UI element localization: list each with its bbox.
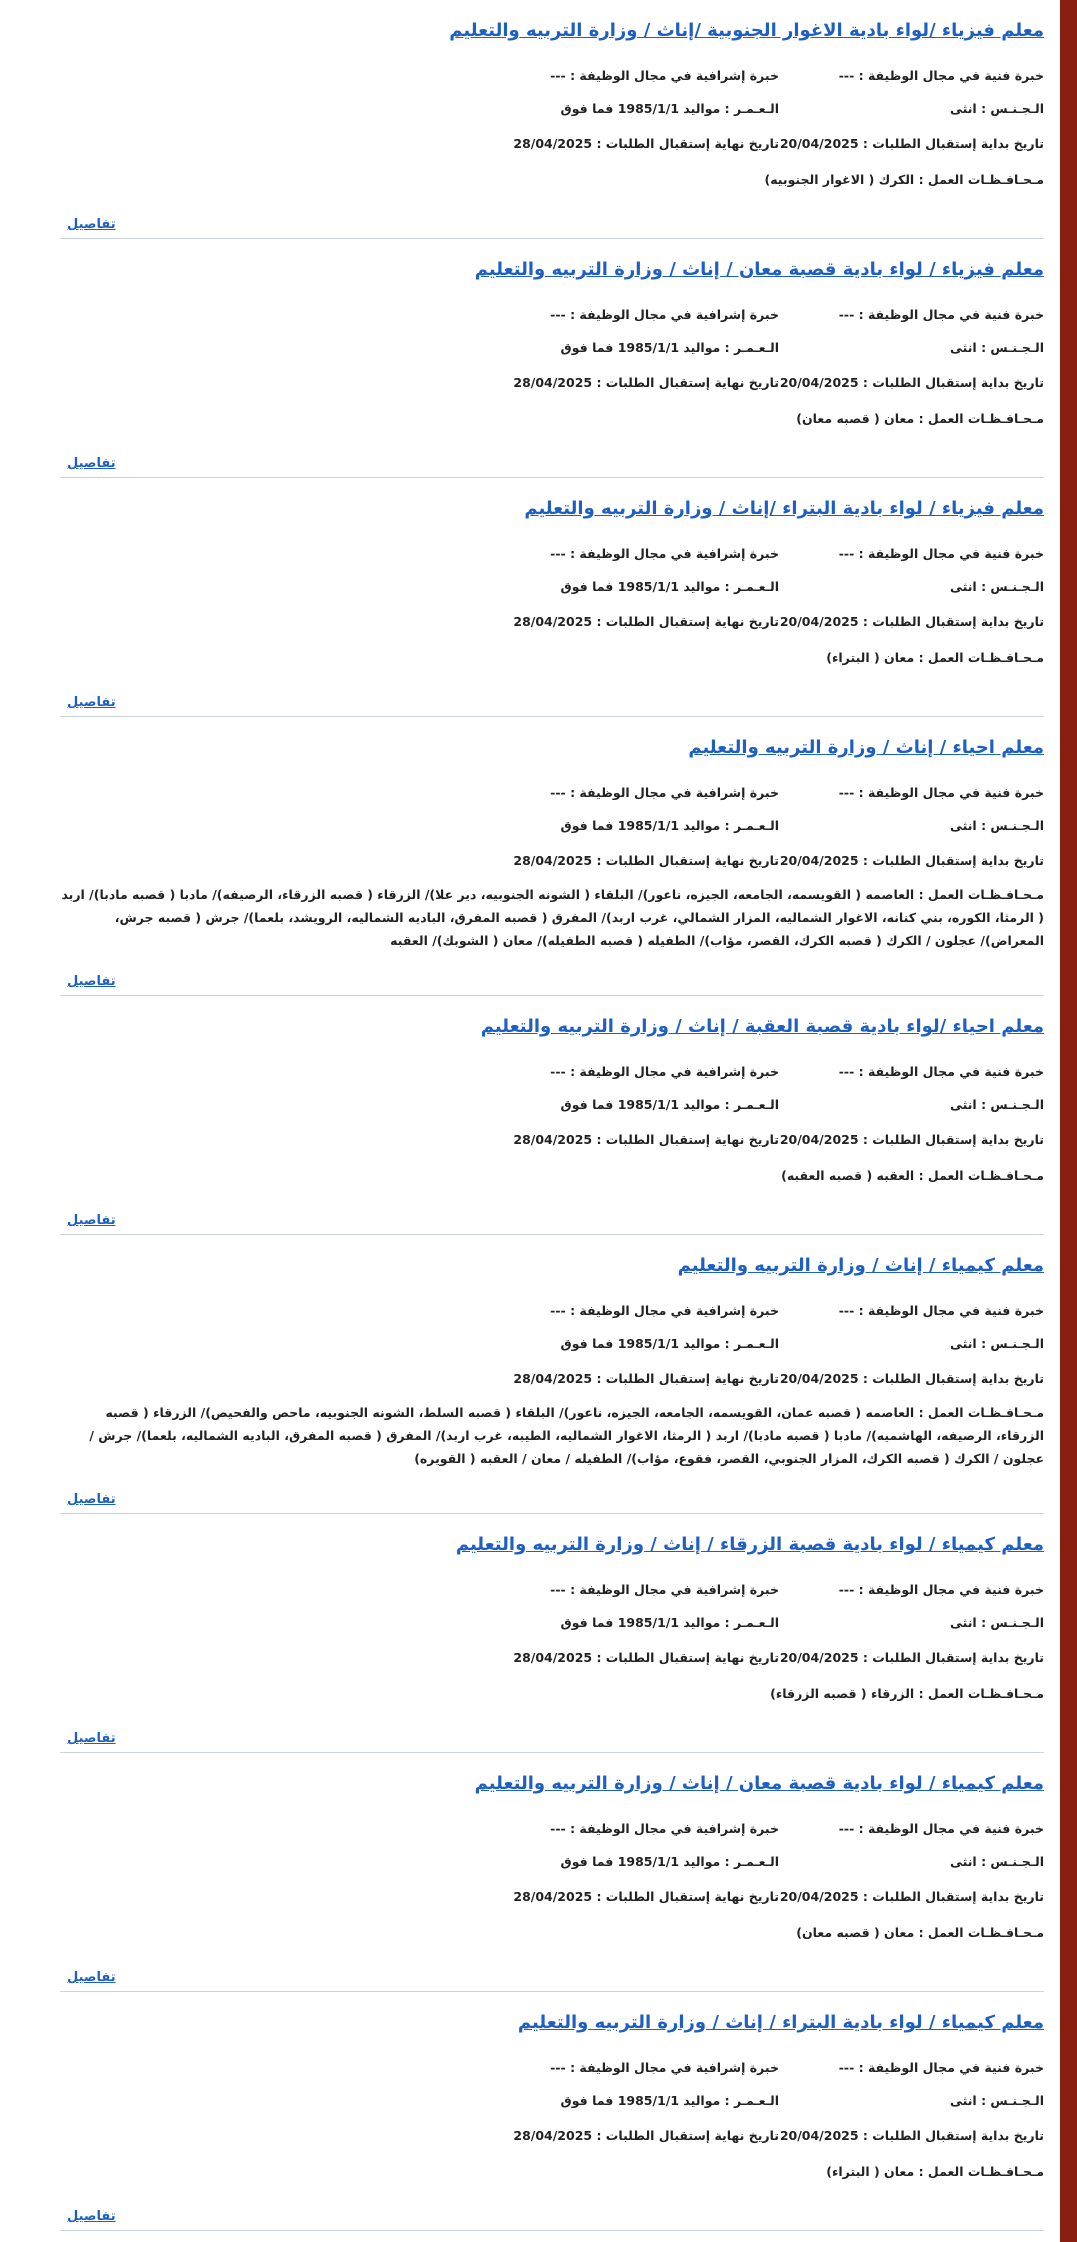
tech-experience: خبرة فنية في مجال الوظيفة : --- <box>838 307 1044 322</box>
end-date: تاريخ نهاية إستقبال الطلبات : 28/04/2025 <box>513 853 779 868</box>
end-date: تاريخ نهاية إستقبال الطلبات : 28/04/2025 <box>513 1889 779 1904</box>
age: الـعـمـر : مواليد 1985/1/1 فما فوق <box>560 1097 779 1112</box>
supervisory-experience: خبرة إشرافية في مجال الوظيفة : --- <box>550 785 779 800</box>
details-link[interactable]: تفاصيل <box>67 1731 116 1746</box>
job-title-link[interactable]: معلم كيمياء / إناث / وزارة التربيه والتعليم <box>677 1255 1044 1276</box>
end-date: تاريخ نهاية إستقبال الطلبات : 28/04/2025 <box>513 1650 779 1665</box>
tech-experience: خبرة فنية في مجال الوظيفة : --- <box>838 546 1044 561</box>
gender: الـجـنـس : انثى <box>949 1097 1044 1112</box>
job-title-link[interactable]: معلم كيمياء / لواء بادية قصبة الزرقاء / إناث / وزارة التربيه والتعليم <box>455 1534 1044 1555</box>
end-date: تاريخ نهاية إستقبال الطلبات : 28/04/2025 <box>513 1371 779 1386</box>
tech-experience: خبرة فنية في مجال الوظيفة : --- <box>838 1821 1044 1836</box>
job-card <box>60 239 1044 478</box>
details-link[interactable]: تفاصيل <box>67 217 116 232</box>
start-date: تاريخ بداية إستقبال الطلبات : 20/04/2025 <box>779 2128 1044 2143</box>
job-card <box>60 0 1044 239</box>
age: الـعـمـر : مواليد 1985/1/1 فما فوق <box>560 818 779 833</box>
start-date: تاريخ بداية إستقبال الطلبات : 20/04/2025 <box>779 1650 1044 1665</box>
job-card <box>60 996 1044 1235</box>
gender: الـجـنـس : انثى <box>949 818 1044 833</box>
supervisory-experience: خبرة إشرافية في مجال الوظيفة : --- <box>550 1064 779 1079</box>
job-title-link[interactable]: معلم فيزياء /لواء بادية الاغوار الجنوبية /إناث / وزارة التربيه والتعليم <box>449 20 1044 41</box>
supervisory-experience: خبرة إشرافية في مجال الوظيفة : --- <box>550 2060 779 2075</box>
gender: الـجـنـس : انثى <box>949 579 1044 594</box>
gender: الـجـنـس : انثى <box>949 1336 1044 1351</box>
details-link[interactable]: تفاصيل <box>67 695 116 710</box>
tech-experience: خبرة فنية في مجال الوظيفة : --- <box>838 68 1044 83</box>
work-governorates: مـحـافـظـات العمل : الزرقاء ( قصبه الزرقاء) <box>770 1686 1044 1701</box>
start-date: تاريخ بداية إستقبال الطلبات : 20/04/2025 <box>779 1889 1044 1904</box>
supervisory-experience: خبرة إشرافية في مجال الوظيفة : --- <box>550 546 779 561</box>
age: الـعـمـر : مواليد 1985/1/1 فما فوق <box>560 1615 779 1630</box>
job-card <box>60 1992 1044 2231</box>
job-title-link[interactable]: معلم احياء / إناث / وزارة التربيه والتعليم <box>688 737 1044 758</box>
supervisory-experience: خبرة إشرافية في مجال الوظيفة : --- <box>550 68 779 83</box>
supervisory-experience: خبرة إشرافية في مجال الوظيفة : --- <box>550 1582 779 1597</box>
end-date: تاريخ نهاية إستقبال الطلبات : 28/04/2025 <box>513 375 779 390</box>
end-date: تاريخ نهاية إستقبال الطلبات : 28/04/2025 <box>513 614 779 629</box>
left-margin <box>0 0 27 2242</box>
supervisory-experience: خبرة إشرافية في مجال الوظيفة : --- <box>550 1303 779 1318</box>
start-date: تاريخ بداية إستقبال الطلبات : 20/04/2025 <box>779 136 1044 151</box>
job-list <box>60 0 1044 2231</box>
tech-experience: خبرة فنية في مجال الوظيفة : --- <box>838 1064 1044 1079</box>
gender: الـجـنـس : انثى <box>949 101 1044 116</box>
gender: الـجـنـس : انثى <box>949 1854 1044 1869</box>
work-governorates: مـحـافـظـات العمل : معان ( قصبه معان) <box>796 411 1044 426</box>
age: الـعـمـر : مواليد 1985/1/1 فما فوق <box>560 1336 779 1351</box>
gender: الـجـنـس : انثى <box>949 340 1044 355</box>
start-date: تاريخ بداية إستقبال الطلبات : 20/04/2025 <box>779 1371 1044 1386</box>
work-governorates: مـحـافـظـات العمل : العاصمه ( القويسمه، الجامعه، الجيزه، ناعور)/ البلقاء ( الشونه الجنوبيه، دير علا)/ الزرقاء ( قصبه الزرقاء، الرصيفه)/ مادبا ( قصبه مادبا)/ اربد ( الرمثا، الكوره، بني كنانه، الاغوار الشماليه، المزار الشمالي، غرب اربد)/ المفرق ( قصبه المفرق، الباديه الشماليه، الرويشد، بلعما)/ جرش ( قصبه جرش، المعراض)/ عجلون / الكرك ( قصبه الكرك، القصر، مؤاب)/ الطفيله ( قصبه الطفيله)/ معان ( الشوبك)/ العقبه <box>61 887 1044 948</box>
work-governorates: مـحـافـظـات العمل : العقبه ( قصبه العقبه) <box>781 1168 1044 1183</box>
start-date: تاريخ بداية إستقبال الطلبات : 20/04/2025 <box>779 1132 1044 1147</box>
work-governorates: مـحـافـظـات العمل : معان ( قصبه معان) <box>796 1925 1044 1940</box>
job-title-link[interactable]: معلم كيمياء / لواء بادية البتراء / إناث / وزارة التربيه والتعليم <box>517 2012 1044 2033</box>
job-title-link[interactable]: معلم فيزياء / لواء بادية البتراء /إناث / وزارة التربيه والتعليم <box>524 498 1044 519</box>
work-governorates: مـحـافـظـات العمل : معان ( البتراء) <box>826 650 1044 665</box>
tech-experience: خبرة فنية في مجال الوظيفة : --- <box>838 1303 1044 1318</box>
age: الـعـمـر : مواليد 1985/1/1 فما فوق <box>560 101 779 116</box>
supervisory-experience: خبرة إشرافية في مجال الوظيفة : --- <box>550 307 779 322</box>
details-link[interactable]: تفاصيل <box>67 2209 116 2224</box>
end-date: تاريخ نهاية إستقبال الطلبات : 28/04/2025 <box>513 1132 779 1147</box>
age: الـعـمـر : مواليد 1985/1/1 فما فوق <box>560 579 779 594</box>
age: الـعـمـر : مواليد 1985/1/1 فما فوق <box>560 340 779 355</box>
start-date: تاريخ بداية إستقبال الطلبات : 20/04/2025 <box>779 853 1044 868</box>
job-card <box>60 1753 1044 1992</box>
details-link[interactable]: تفاصيل <box>67 1492 116 1507</box>
right-scroll-border <box>1060 0 1077 2242</box>
age: الـعـمـر : مواليد 1985/1/1 فما فوق <box>560 1854 779 1869</box>
job-title-link[interactable]: معلم فيزياء / لواء بادية قصبة معان / إناث / وزارة التربيه والتعليم <box>474 259 1044 280</box>
start-date: تاريخ بداية إستقبال الطلبات : 20/04/2025 <box>779 614 1044 629</box>
start-date: تاريخ بداية إستقبال الطلبات : 20/04/2025 <box>779 375 1044 390</box>
details-link[interactable]: تفاصيل <box>67 456 116 471</box>
details-link[interactable]: تفاصيل <box>67 1213 116 1228</box>
tech-experience: خبرة فنية في مجال الوظيفة : --- <box>838 785 1044 800</box>
details-link[interactable]: تفاصيل <box>67 974 116 989</box>
end-date: تاريخ نهاية إستقبال الطلبات : 28/04/2025 <box>513 136 779 151</box>
tech-experience: خبرة فنية في مجال الوظيفة : --- <box>838 1582 1044 1597</box>
job-card <box>60 1235 1044 1514</box>
tech-experience: خبرة فنية في مجال الوظيفة : --- <box>838 2060 1044 2075</box>
work-governorates: مـحـافـظـات العمل : معان ( البتراء) <box>826 2164 1044 2179</box>
work-governorates: مـحـافـظـات العمل : العاصمه ( قصبه عمان، القويسمه، الجامعه، الجيزه، ناعور)/ البلقاء ( قصبه السلط، الشونه الجنوبيه، ماحص والفحيص)/ الزرقاء ( قصبه الزرقاء، الرصيفه، الهاشميه)/ مادبا ( قصبه مادبا)/ اربد ( الرمثا، الاغوار الشماليه، الطيبه، غرب اربد)/ المفرق ( قصبه المفرق، الباديه الشماليه، بلعما)/ جرش / عجلون / الكرك ( قصبه الكرك، المزار الجنوبي، القصر، فقوع، مؤاب)/ الطفيله / معان / العقبه ( القويره) <box>89 1405 1044 1466</box>
gender: الـجـنـس : انثى <box>949 1615 1044 1630</box>
details-link[interactable]: تفاصيل <box>67 1970 116 1985</box>
job-title-link[interactable]: معلم احياء /لواء بادية قصبة العقبة / إناث / وزارة التربيه والتعليم <box>480 1016 1044 1037</box>
job-title-link[interactable]: معلم كيمياء / لواء بادية قصبة معان / إناث / وزارة التربيه والتعليم <box>474 1773 1044 1794</box>
supervisory-experience: خبرة إشرافية في مجال الوظيفة : --- <box>550 1821 779 1836</box>
gender: الـجـنـس : انثى <box>949 2093 1044 2108</box>
job-card <box>60 717 1044 996</box>
job-card <box>60 478 1044 717</box>
end-date: تاريخ نهاية إستقبال الطلبات : 28/04/2025 <box>513 2128 779 2143</box>
age: الـعـمـر : مواليد 1985/1/1 فما فوق <box>560 2093 779 2108</box>
job-card <box>60 1514 1044 1753</box>
work-governorates: مـحـافـظـات العمل : الكرك ( الاغوار الجنوبيه) <box>764 172 1044 187</box>
